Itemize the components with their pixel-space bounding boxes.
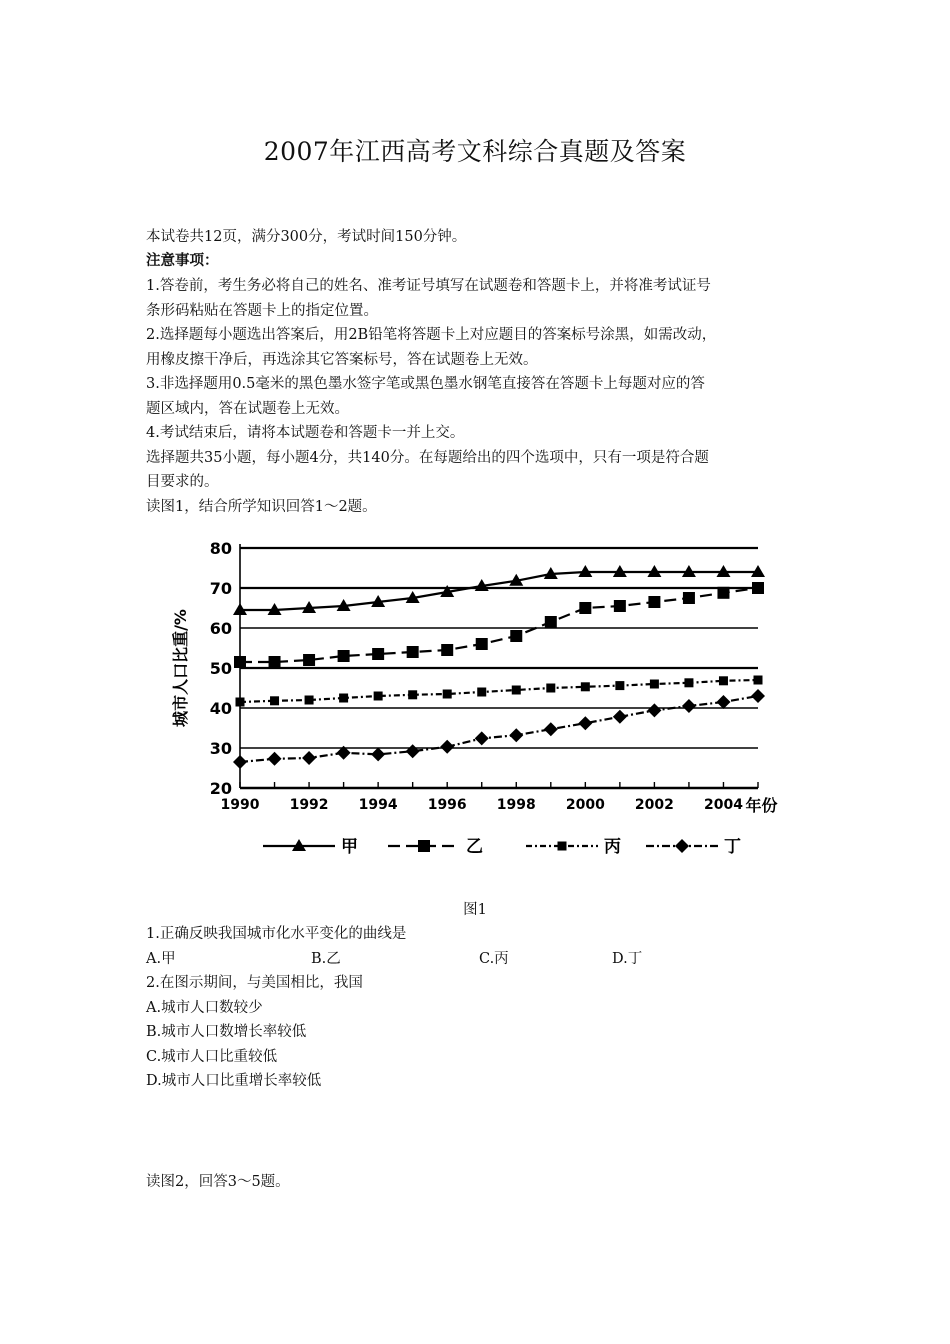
question-2-block: [146, 971, 816, 1094]
q2-option-d[interactable]: D.城市人口比重增长率较低: [146, 1073, 322, 1089]
legend-label-yi: 乙: [466, 837, 483, 857]
q1-option-b[interactable]: B.乙: [311, 951, 341, 967]
notice-line: 选择题共35小题，每小题4分，共140分。在每题给出的四个选项中，只有一项是符合题: [146, 449, 709, 466]
series-line-yi: [240, 588, 758, 662]
y-tick-label: 80: [209, 539, 232, 558]
series-line-jia: [240, 572, 758, 610]
intro-text: 本试卷共12页，满分300分，考试时间150分钟。: [146, 229, 467, 245]
figure-2-prompt: 读图2，回答3～5题。: [146, 1174, 290, 1190]
point-ding: [751, 689, 765, 703]
point-ding: [647, 703, 661, 717]
point-ding: [578, 716, 592, 730]
y-tick-label: 60: [209, 619, 232, 638]
q1-option-d[interactable]: D.丁: [612, 951, 643, 967]
point-yi: [372, 648, 384, 660]
notice-line: 目要求的。: [146, 474, 219, 490]
point-bing: [754, 676, 763, 685]
question-2-stem: 2.在图示期间，与美国相比，我国: [146, 975, 363, 991]
point-ding: [406, 744, 420, 758]
x-tick-label: 1996: [427, 797, 467, 813]
notice-heading: 注意事项：: [146, 252, 219, 269]
legend-marker-ding: [675, 839, 689, 853]
legend-label-bing: 丙: [604, 837, 621, 857]
q2-option-c[interactable]: C.城市人口比重较低: [146, 1048, 278, 1065]
point-bing: [684, 678, 693, 687]
point-ding: [716, 695, 730, 709]
x-tick-label: 1992: [289, 797, 329, 813]
point-yi: [614, 600, 626, 612]
point-yi: [648, 596, 660, 608]
point-yi: [269, 656, 281, 668]
figure-caption: 图1: [463, 902, 487, 918]
notice-line: 用橡皮擦干净后，再选涂其它答案标号，答在试题卷上无效。: [146, 351, 538, 368]
point-yi: [407, 646, 419, 658]
point-yi: [234, 656, 246, 668]
point-yi: [510, 630, 522, 642]
point-yi: [752, 582, 764, 594]
figure-1-chart: [168, 530, 790, 870]
q2-option-b[interactable]: B.城市人口数增长率较低: [146, 1024, 307, 1040]
point-yi: [579, 602, 591, 614]
page-title: 2007年江西高考文科综合真题及答案: [263, 137, 687, 166]
point-bing: [443, 690, 452, 699]
point-yi: [441, 644, 453, 656]
point-ding: [509, 728, 523, 742]
notice-line: 题区域内，答在试题卷上无效。: [146, 400, 349, 417]
notice-line: 1.答卷前，考生务必将自己的姓名、准考证号填写在试题卷和答题卡上，并将准考试证号: [146, 278, 711, 294]
point-ding: [268, 752, 282, 766]
point-ding: [682, 699, 696, 713]
point-bing: [408, 690, 417, 699]
y-axis-label: 城市人口比重/%: [171, 609, 190, 727]
point-yi: [303, 654, 315, 666]
notice-line: 4.考试结束后，请将本试题卷和答题卡一并上交。: [146, 425, 465, 441]
point-bing: [339, 694, 348, 703]
notice-body: [146, 274, 816, 519]
notice-line: 2.选择题每小题选出答案后，用2B铅笔将答题卡上对应题目的答案标号涂黑，如需改动，: [146, 327, 717, 343]
point-bing: [650, 680, 659, 689]
q1-option-a[interactable]: A.甲: [146, 951, 176, 967]
point-bing: [546, 684, 555, 693]
point-ding: [371, 747, 385, 761]
q1-option-c[interactable]: C.丙: [479, 951, 509, 967]
legend-label-jia: 甲: [341, 837, 358, 857]
x-tick-label: 2002: [634, 797, 674, 813]
point-bing: [719, 676, 728, 685]
x-axis-unit: 年份: [745, 796, 778, 815]
point-yi: [545, 616, 557, 628]
legend-marker-bing: [558, 842, 567, 851]
notice-line: 3.非选择题用0.5毫米的黑色墨水签字笔或黑色墨水钢笔直接答在答题卡上每题对应的答: [146, 376, 705, 392]
point-yi: [338, 650, 350, 662]
point-yi: [683, 592, 695, 604]
y-tick-label: 50: [209, 659, 232, 678]
y-tick-label: 20: [209, 779, 232, 798]
figure-prompt: 读图1，结合所学知识回答1～2题。: [146, 498, 377, 515]
point-bing: [305, 696, 314, 705]
point-bing: [615, 681, 624, 690]
point-ding: [233, 755, 247, 769]
point-ding: [613, 710, 627, 724]
point-bing: [236, 698, 245, 707]
x-tick-label: 1994: [358, 797, 398, 813]
point-yi: [717, 587, 729, 599]
point-ding: [544, 722, 558, 736]
point-bing: [374, 692, 383, 701]
point-bing: [512, 686, 521, 695]
legend-marker-yi: [418, 840, 430, 852]
y-tick-label: 40: [209, 699, 232, 718]
point-yi: [476, 638, 488, 650]
q2-option-a[interactable]: A.城市人口数较少: [146, 999, 263, 1016]
notice-line: 条形码粘贴在答题卡上的指定位置。: [146, 302, 378, 319]
point-bing: [581, 682, 590, 691]
point-ding: [475, 731, 489, 745]
urbanization-line-chart: [168, 530, 790, 870]
question-1-options: [146, 947, 816, 971]
series-line-ding: [240, 696, 758, 762]
y-tick-label: 70: [209, 579, 232, 598]
question-1-stem: 1.正确反映我国城市化水平变化的曲线是: [146, 926, 407, 942]
y-tick-label: 30: [209, 739, 232, 758]
point-bing: [270, 696, 279, 705]
legend-label-ding: 丁: [724, 837, 741, 857]
point-bing: [477, 688, 486, 697]
x-tick-label: 2004: [703, 797, 743, 813]
point-ding: [302, 751, 316, 765]
point-ding: [440, 740, 454, 754]
series-line-bing: [240, 680, 758, 702]
x-tick-label: 1990: [220, 797, 260, 813]
x-tick-label: 2000: [565, 797, 605, 813]
x-tick-label: 1998: [496, 797, 536, 813]
